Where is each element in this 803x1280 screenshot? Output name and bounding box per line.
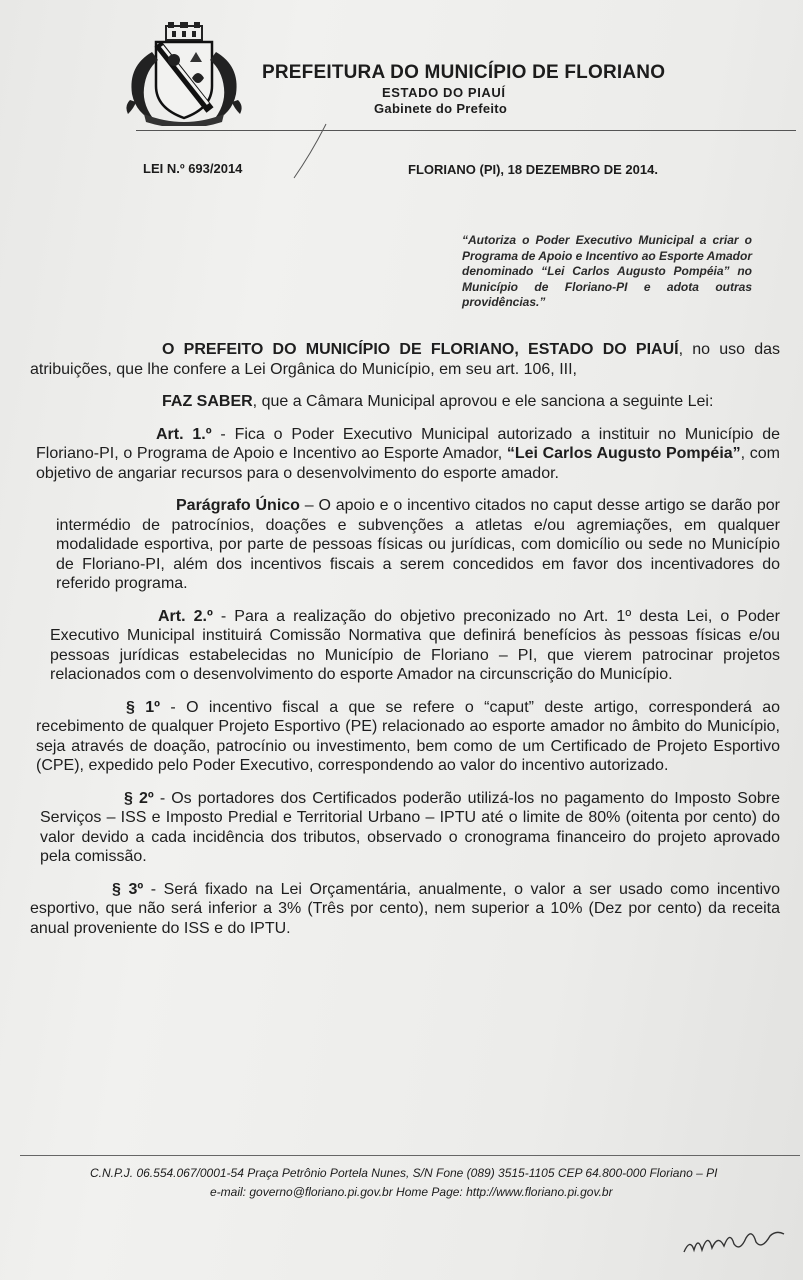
header-title: PREFEITURA DO MUNICÍPIO DE FLORIANO <box>262 62 666 83</box>
footer-address: C.N.P.J. 06.554.067/0001-54 Praça Petrônio Portela Nunes, S/N Fone (089) 3515-1105 CEP 64.800-000 Floriano – PI <box>90 1166 718 1180</box>
preamble-authority: O PREFEITO DO MUNICÍPIO DE FLORIANO, ESTADO DO PIAUÍ <box>162 341 679 358</box>
footer-contact: e-mail: governo@floriano.pi.gov.br Home Page: http://www.floriano.pi.gov.br <box>210 1185 613 1199</box>
header-divider <box>136 130 796 131</box>
section-2-text: - Os portadores dos Certificados poderão utilizá-los no pagamento do Imposto Sobre Serviços – ISS e Imposto Predial e Territorial Urbano – IPTU até o limite de 80% (oitenta por cento) do valor devido a cada incidência dos tributos, observado o cronograma financeiro do projeto aprovado pela comissão. <box>40 789 780 865</box>
section-1 <box>30 698 780 776</box>
section-1-text: - O incentivo fiscal a que se refere o “caput” deste artigo, corresponderá ao recebimento de qualquer Projeto Esportivo (PE) relacionado ao esporte amador no âmbito do Município, seja através de doação, patrocínio ou investimento, bem como de um Certificado de Projeto Esportivo (CPE), expedido pelo Poder Executivo, correspondendo ao valor do incentivo autorizado. <box>36 698 781 774</box>
section-3-text: - Será fixado na Lei Orçamentária, anualmente, o valor a ser usado como incentivo esportivo, que não será inferior a 3% (Três por cento), nem superior a 10% (Dez por cento) da receita anual proveniente do ISS e do IPTU. <box>30 880 780 937</box>
law-ementa: “Autoriza o Poder Executivo Municipal a criar o Programa de Apoio e Incentivo ao Esporte Amador denominado “Lei Carlos Augusto Pompéia” no Município de Floriano-PI e adota outras providências.” <box>462 233 752 309</box>
header-office: Gabinete do Prefeito <box>374 101 508 116</box>
article-1 <box>30 425 780 484</box>
article-1-label: Art. 1.º <box>156 425 212 443</box>
handwritten-initials-icon <box>680 1222 790 1262</box>
preamble-text: , no uso das atribuições, que lhe confere a Lei Orgânica do Município, em seu art. 106, III, <box>30 341 781 378</box>
section-3-label: § 3º <box>112 880 144 898</box>
header-state: ESTADO DO PIAUÍ <box>382 85 506 100</box>
section-1-label: § 1º <box>126 698 161 716</box>
section-3 <box>30 880 780 939</box>
footer-divider <box>20 1155 800 1156</box>
faz-saber-text: , que a Câmara Municipal aprovou e ele sanciona a seguinte Lei: <box>252 393 714 410</box>
letterhead <box>262 62 762 116</box>
faz-saber-paragraph <box>30 392 780 412</box>
article-1-law-name: “Lei Carlos Augusto Pompéia” <box>506 445 741 462</box>
article-1-text-a: - Fica o Poder Executivo Municipal autorizado a instituir no Município de Floriano-PI, o Programa de Apoio e Incentivo ao Esporte Amador, <box>36 425 781 462</box>
faz-saber-label: FAZ SABER <box>162 393 253 410</box>
article-2-text: - Para a realização do objetivo preconizado no Art. 1º desta Lei, o Poder Executivo Municipal instituirá Comissão Normativa que definirá benefícios às pessoas físicas e/ou pessoas jurídicas estabelecidas no Município de Floriano – PI, que vierem patrocinar projetos relacionados com o desenvolvimento do esporte Amador na circunscrição do Município. <box>50 607 781 683</box>
article-1-text-b: , com objetivo de angariar recursos para o desenvolvimento do esporte amador. <box>36 445 780 482</box>
law-body <box>30 340 780 951</box>
pen-stroke-mark <box>290 122 330 182</box>
paragrafo-unico <box>30 496 780 594</box>
paragrafo-unico-text: – O apoio e o incentivo citados no caput desse artigo se darão por intermédio de patrocínios, doações e subvenções a atletas e/ou agremiações, em qualquer modalidade esportiva, por parte de pessoas físicas ou jurídicas, com domicílio ou sede no Município de Floriano-PI, além dos incentivos fiscais a serem concedidos em favor dos incentivadores do referido programa. <box>56 497 780 592</box>
article-2-label: Art. 2.º <box>158 607 213 625</box>
section-2-label: § 2º <box>124 789 154 807</box>
law-number: LEI N.º 693/2014 <box>143 161 243 176</box>
section-2 <box>30 789 780 867</box>
preamble-paragraph <box>30 340 780 379</box>
paragrafo-unico-label: Parágrafo Único <box>176 497 300 514</box>
municipal-coat-of-arms-icon <box>122 22 246 126</box>
law-date: FLORIANO (PI), 18 DEZEMBRO DE 2014. <box>408 162 658 177</box>
article-2 <box>30 607 780 685</box>
